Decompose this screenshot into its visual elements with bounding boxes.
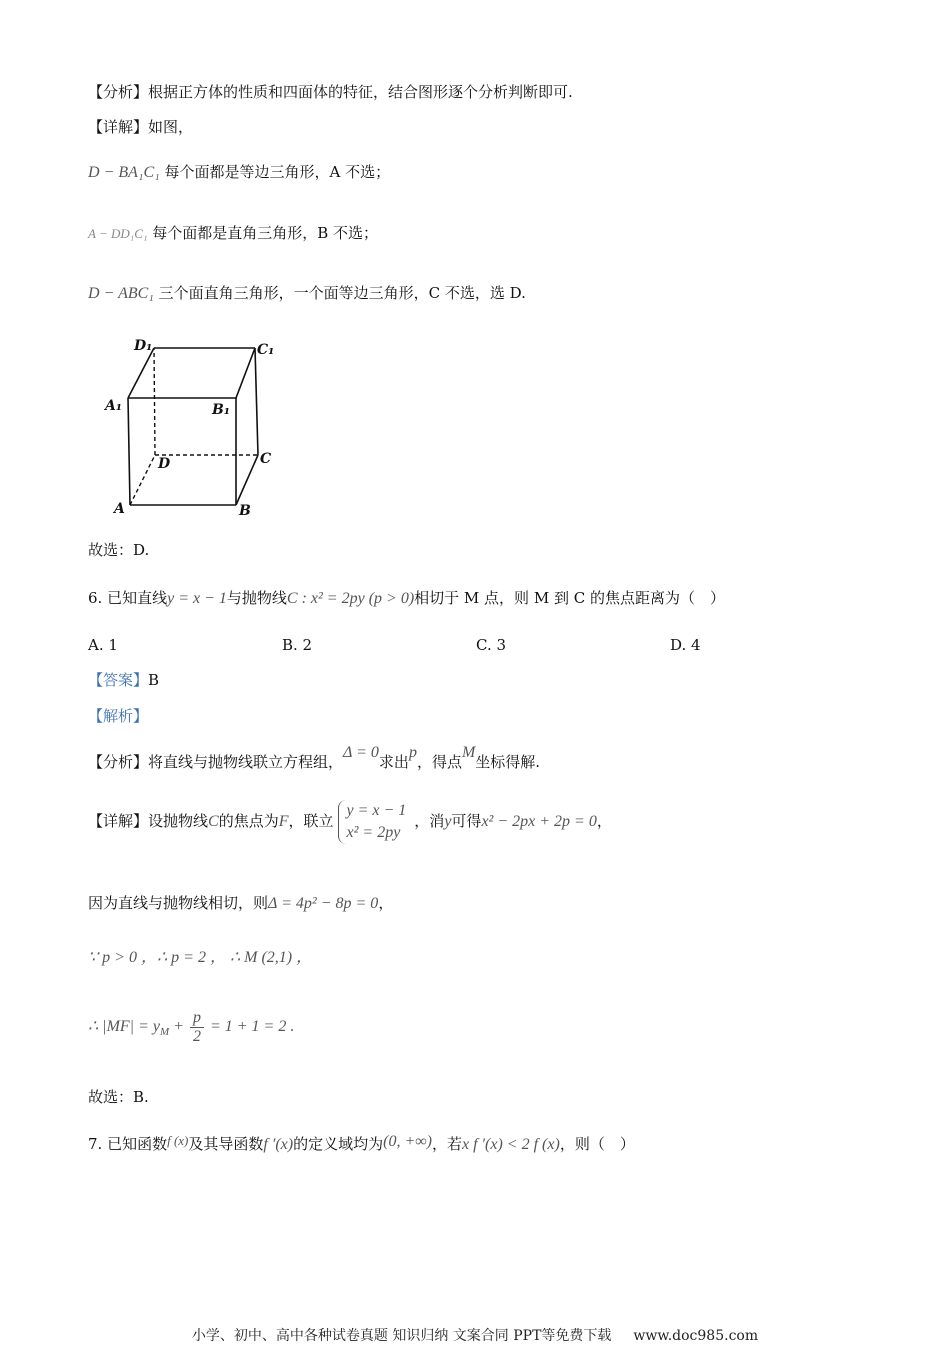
dist-numerator: p: [190, 1009, 204, 1028]
edge-b1-c1: [236, 348, 255, 398]
q7-stem: [88, 1134, 635, 1155]
label-a: A: [114, 501, 125, 517]
q6-stem-1: 6. 已知直线: [88, 589, 168, 607]
analysis-line: 【分析】根据正方体的性质和四面体的特征，结合图形逐个分析判断即可.: [88, 83, 573, 101]
q6-analysis-m: M: [461, 744, 476, 761]
q6-option-d: D. 4: [670, 636, 701, 654]
line-b: [88, 223, 378, 244]
line-a: [88, 162, 390, 183]
label-c1: C₁: [257, 342, 275, 358]
q6-line-eq: y = x − 1: [167, 590, 227, 607]
detail-intro: 【详解】如图，: [88, 118, 194, 136]
q6-analysis-p: p: [408, 744, 417, 761]
label-c: C: [260, 451, 272, 467]
math-d-abc1: D − ABC₁: [88, 285, 154, 302]
edge-d-d1: [154, 348, 155, 455]
answer-tag: 【答案】: [88, 671, 149, 689]
label-d1: D₁: [134, 338, 153, 354]
q6-detail-c: C: [208, 813, 219, 830]
dist-lhs: ∴ |MF| = y: [88, 1018, 160, 1035]
q6-detail: [88, 800, 612, 844]
q7-inequality: x f ′(x) < 2 f (x): [462, 1136, 560, 1153]
q6-since-line: ∵ p > 0 ，∴ p = 2 ， ∴ M (2,1) ，: [88, 949, 313, 966]
q7-domain: (0, +∞): [383, 1133, 432, 1150]
q6-detail-1: 【详解】设抛物线: [88, 812, 209, 830]
q7-fpx: f ′(x): [263, 1136, 294, 1153]
dist-denominator: 2: [192, 1027, 201, 1045]
conclusion-d: 故选：D.: [88, 541, 150, 559]
q6-analysis: [88, 744, 541, 773]
footer-text: 小学、初中、高中各种试卷真题 知识归纳 文案合同 PPT等免费下载: [191, 1328, 612, 1344]
q6-answer: [88, 670, 159, 690]
cube-figure: [100, 330, 290, 525]
q6-detail-3: ，联立: [288, 812, 334, 830]
q7-stem-2: 及其导函数: [188, 1135, 264, 1153]
page-footer: [0, 1325, 950, 1345]
q6-tangent-2: ，: [378, 894, 394, 912]
edge-b-c: [236, 455, 258, 505]
q6-option-a: A. 1: [88, 636, 118, 654]
q7-stem-3: 的定义域均为: [293, 1135, 384, 1153]
edge-a1-d1: [128, 348, 154, 398]
system-eq-1: y = x − 1: [346, 802, 407, 819]
math-a-dd1c1: A − DD₁C₁: [88, 226, 148, 241]
q6-analysis-3: ，得点: [416, 753, 462, 771]
label-a1: A₁: [105, 398, 122, 414]
dist-sub: M: [159, 1026, 170, 1038]
q6-detail-5: 可得: [451, 812, 482, 830]
q7-stem-5: ，则（ ）: [559, 1135, 635, 1153]
q6-tangent: [88, 893, 393, 914]
q6-quadratic: x² − 2px + 2p = 0: [481, 813, 597, 830]
edge-a-a1: [128, 398, 130, 505]
system-eq-2: x² = 2py: [346, 824, 401, 841]
q6-analysis-2: 求出: [378, 753, 409, 771]
q6-distance-line: [88, 1004, 294, 1054]
q6-option-c: C. 3: [476, 636, 507, 654]
q6-analysis-tag: 【解析】: [88, 707, 149, 725]
line-b-text: 每个面都是直角三角形，B 不选；: [152, 224, 379, 242]
line-c: [88, 283, 526, 304]
label-d: D: [158, 456, 171, 472]
q6-detail-4: ，消: [414, 812, 445, 830]
dist-end: = 1 + 1 = 2 .: [205, 1018, 295, 1035]
q6-detail-y: y: [444, 813, 452, 830]
math-d-ba1c1: D − BA₁C₁: [88, 164, 160, 181]
label-b1: B₁: [212, 402, 230, 418]
q7-stem-1: 7. 已知函数: [88, 1135, 168, 1153]
q6-analysis-4: 坐标得解.: [475, 753, 541, 771]
conclusion-b: 故选：B.: [88, 1088, 149, 1106]
q6-detail-2: 的焦点为: [218, 812, 279, 830]
dist-plus: +: [169, 1018, 188, 1035]
q6-stem: [88, 588, 725, 609]
q6-stem-3: 相切于 M 点，则 M 到 C 的焦点距离为（ ）: [414, 589, 725, 607]
footer-site[interactable]: www.doc985.com: [633, 1328, 759, 1344]
q6-parabola-eq: C : x² = 2py (p > 0): [286, 590, 415, 607]
q6-tangent-delta: Δ = 4p² − 8p = 0: [268, 895, 379, 912]
q7-stem-4: ，若: [431, 1135, 462, 1153]
equation-system: [338, 800, 411, 844]
line-a-text: 每个面都是等边三角形，A 不选；: [164, 163, 391, 181]
q6-option-b: B. 2: [282, 636, 313, 654]
q6-analysis-1: 【分析】将直线与抛物线联立方程组，: [88, 753, 344, 771]
q6-detail-f: F: [278, 813, 289, 830]
q6-tangent-1: 因为直线与抛物线相切，则: [88, 894, 269, 912]
label-b: B: [239, 503, 251, 519]
line-c-text: 三个面直角三角形，一个面等边三角形，C 不选，选 D.: [158, 284, 526, 302]
edge-a-d: [130, 455, 155, 505]
dist-fraction: [190, 1009, 204, 1046]
answer-value: B: [148, 671, 160, 689]
q6-analysis-delta: Δ = 0: [343, 744, 379, 761]
q7-fx: f (x): [167, 1133, 189, 1148]
q6-detail-6: ，: [596, 812, 612, 830]
q6-stem-2: 与抛物线: [226, 589, 287, 607]
edge-c-c1: [255, 348, 258, 455]
